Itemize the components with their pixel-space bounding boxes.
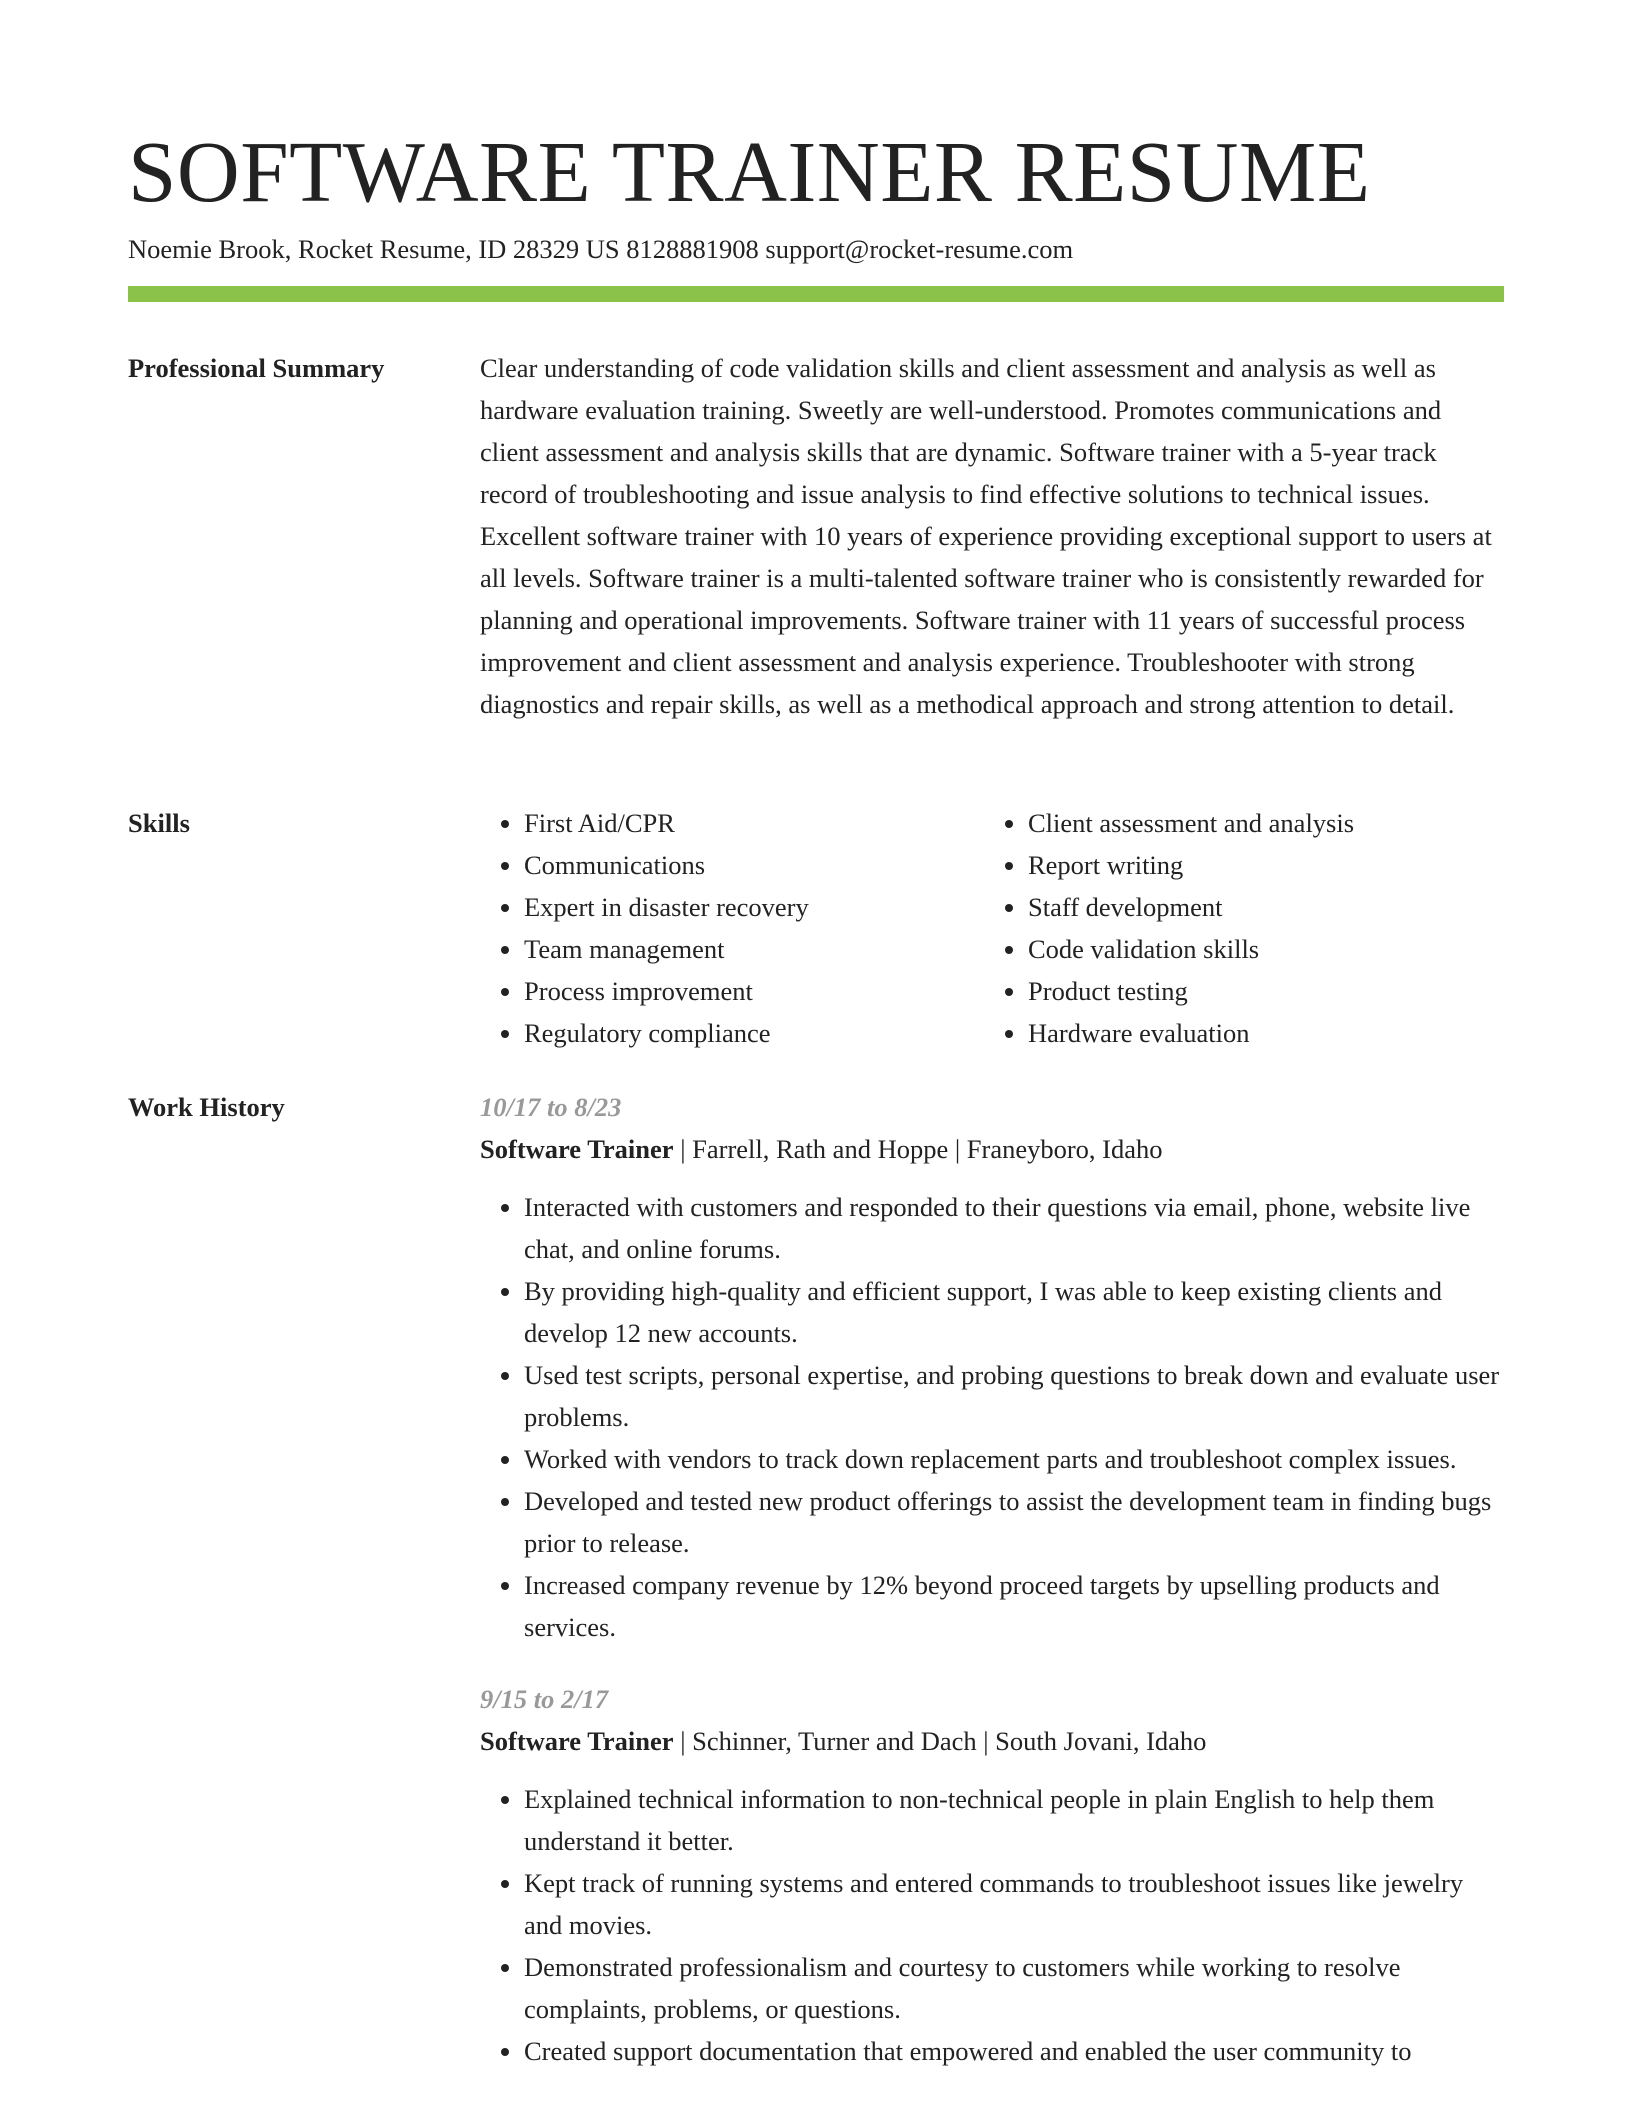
job-title: Software Trainer [480, 1134, 674, 1164]
summary-body [480, 347, 1504, 725]
work-history-body [480, 1086, 1504, 2072]
job-bullet: • Explained technical information to non-technical people in plain English to help them understand it better. [524, 1778, 1504, 1862]
job-entry [480, 1086, 1504, 1648]
skills-list-left [480, 802, 984, 1054]
contact-location: Rocket Resume, ID 28329 US [298, 234, 620, 264]
skill-item: • Expert in disaster recovery [524, 886, 984, 928]
job-bullet: • Demonstrated professionalism and courtesy to customers while working to resolve complaints, problems, or questions. [524, 1946, 1504, 2030]
skill-item: • Regulatory compliance [524, 1012, 984, 1054]
work-history-heading: Work History [128, 1092, 285, 1122]
contact-phone: 8128881908 [626, 234, 759, 264]
job-bullet: • Used test scripts, personal expertise, and probing questions to break down and evaluate user problems. [524, 1354, 1504, 1438]
contact-email: support@rocket-resume.com [765, 234, 1074, 264]
job-bullet: • Worked with vendors to track down replacement parts and troubleshoot complex issues. [524, 1438, 1504, 1480]
job-heading [480, 1720, 1504, 1762]
job-bullets [480, 1778, 1504, 2072]
skill-item: • Code validation skills [1028, 928, 1488, 970]
job-heading [480, 1128, 1504, 1170]
job-bullet: • Interacted with customers and responded to their questions via email, phone, website live chat, and online forums. [524, 1186, 1504, 1270]
job-dates: 9/15 to 2/17 [480, 1684, 609, 1714]
skill-item: • Process improvement [524, 970, 984, 1012]
header-divider [128, 286, 1504, 302]
job-bullets [480, 1186, 1504, 1648]
skill-item: • Communications [524, 844, 984, 886]
resume-title: SOFTWARE TRAINER RESUME [128, 123, 1371, 220]
job-details: | Farrell, Rath and Hoppe | Franeyboro, Idaho [673, 1134, 1163, 1164]
skill-item: • Hardware evaluation [1028, 1012, 1488, 1054]
contact-line [128, 232, 1073, 266]
contact-name: Noemie Brook, [128, 234, 292, 264]
skill-item: • Report writing [1028, 844, 1488, 886]
job-dates: 10/17 to 8/23 [480, 1092, 622, 1122]
job-bullet: • Increased company revenue by 12% beyond proceed targets by upselling products and services. [524, 1564, 1504, 1648]
job-bullet: • Kept track of running systems and entered commands to troubleshoot issues like jewelry and movies. [524, 1862, 1504, 1946]
skills-columns [480, 802, 1504, 1054]
skills-body [480, 802, 1504, 1054]
summary-heading: Professional Summary [128, 353, 385, 383]
job-details: | Schinner, Turner and Dach | South Jovani, Idaho [673, 1726, 1207, 1756]
skills-list-right [984, 802, 1488, 1054]
skill-item: • Product testing [1028, 970, 1488, 1012]
summary-text: Clear understanding of code validation skills and client assessment and analysis as well as hardware evaluation training. Sweetly are well-understood. Promotes communications and client assessment and analysis skills that are dynamic. Software trainer with a 5-year track record of troubleshooting and issue analysis to find effective solutions to technical issues. Excellent software trainer with 10 years of experience providing exceptional support to users at all levels. Software trainer is a multi-talented software trainer who is consistently rewarded for planning and operational improvements. Software trainer with 11 years of successful process improvement and client assessment and analysis experience. Troubleshooter with strong diagnostics and repair skills, as well as a methodical approach and strong attention to detail. [480, 353, 1492, 719]
job-title: Software Trainer [480, 1726, 674, 1756]
job-entry [480, 1678, 1504, 2072]
skill-item: • Staff development [1028, 886, 1488, 928]
job-bullet: • Developed and tested new product offerings to assist the development team in finding bugs prior to release. [524, 1480, 1504, 1564]
skill-item: • First Aid/CPR [524, 802, 984, 844]
skill-item: • Team management [524, 928, 984, 970]
skills-heading: Skills [128, 808, 190, 838]
job-bullet: • By providing high-quality and efficient support, I was able to keep existing clients and develop 12 new accounts. [524, 1270, 1504, 1354]
skill-item: • Client assessment and analysis [1028, 802, 1488, 844]
job-bullet: • Created support documentation that empowered and enabled the user community to [524, 2030, 1504, 2072]
